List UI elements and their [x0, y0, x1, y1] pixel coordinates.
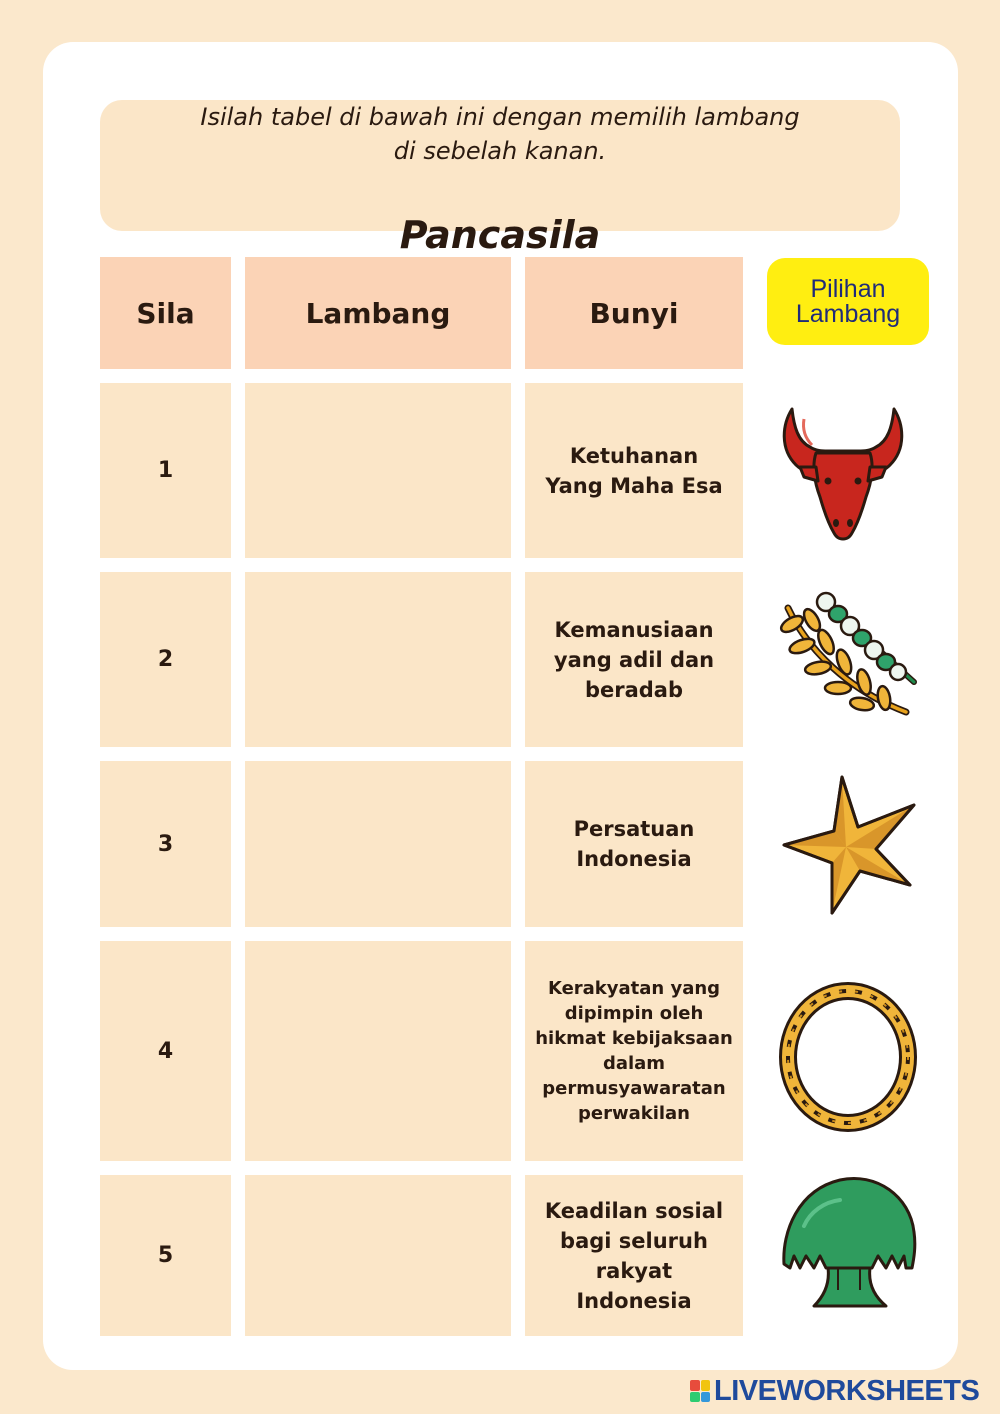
bunyi-text-2: Kemanusiaan yang adil dan beradab: [525, 572, 743, 747]
liveworksheets-logo: [690, 1376, 990, 1406]
lambang-drop-zone-4[interactable]: [245, 941, 511, 1161]
pilihan-lambang-label: Pilihan Lambang: [767, 258, 929, 345]
sila-number-3: 3: [100, 761, 231, 927]
worksheet-header: [100, 100, 900, 257]
liveworksheets-logo-icon: [690, 1380, 710, 1402]
lambang-drop-zone-2[interactable]: [245, 572, 511, 747]
bunyi-text-1: Ketuhanan Yang Maha Esa: [525, 383, 743, 558]
bunyi-text-5: Keadilan sosial bagi seluruh rakyat Indonesia: [525, 1175, 743, 1336]
sila-number-4: 4: [100, 941, 231, 1161]
sila-number-2: 2: [100, 572, 231, 747]
bunyi-text-4: Kerakyatan yang dipimpin oleh hikmat kebijaksaan dalam permusyawaratan perwakilan: [525, 941, 743, 1161]
lambang-drop-zone-3[interactable]: [245, 761, 511, 927]
bull-head-icon[interactable]: [778, 405, 908, 545]
sila-number-1: 1: [100, 383, 231, 558]
chain-icon[interactable]: [778, 980, 918, 1135]
header-bunyi: Bunyi: [525, 257, 743, 369]
page-title: Pancasila: [399, 213, 601, 257]
header-sila: Sila: [100, 257, 231, 369]
brand-name: LIVEWORKSHEETS: [714, 1374, 980, 1407]
rice-cotton-icon[interactable]: [778, 590, 920, 725]
banyan-tree-icon[interactable]: [780, 1172, 918, 1312]
sila-number-5: 5: [100, 1175, 231, 1336]
bunyi-text-3: Persatuan Indonesia: [525, 761, 743, 927]
header-lambang: Lambang: [245, 257, 511, 369]
lambang-drop-zone-1[interactable]: [245, 383, 511, 558]
instruction-text: Isilah tabel di bawah ini dengan memilih lambang di sebelah kanan.: [200, 103, 800, 165]
lambang-drop-zone-5[interactable]: [245, 1175, 511, 1336]
star-icon[interactable]: [780, 775, 918, 915]
